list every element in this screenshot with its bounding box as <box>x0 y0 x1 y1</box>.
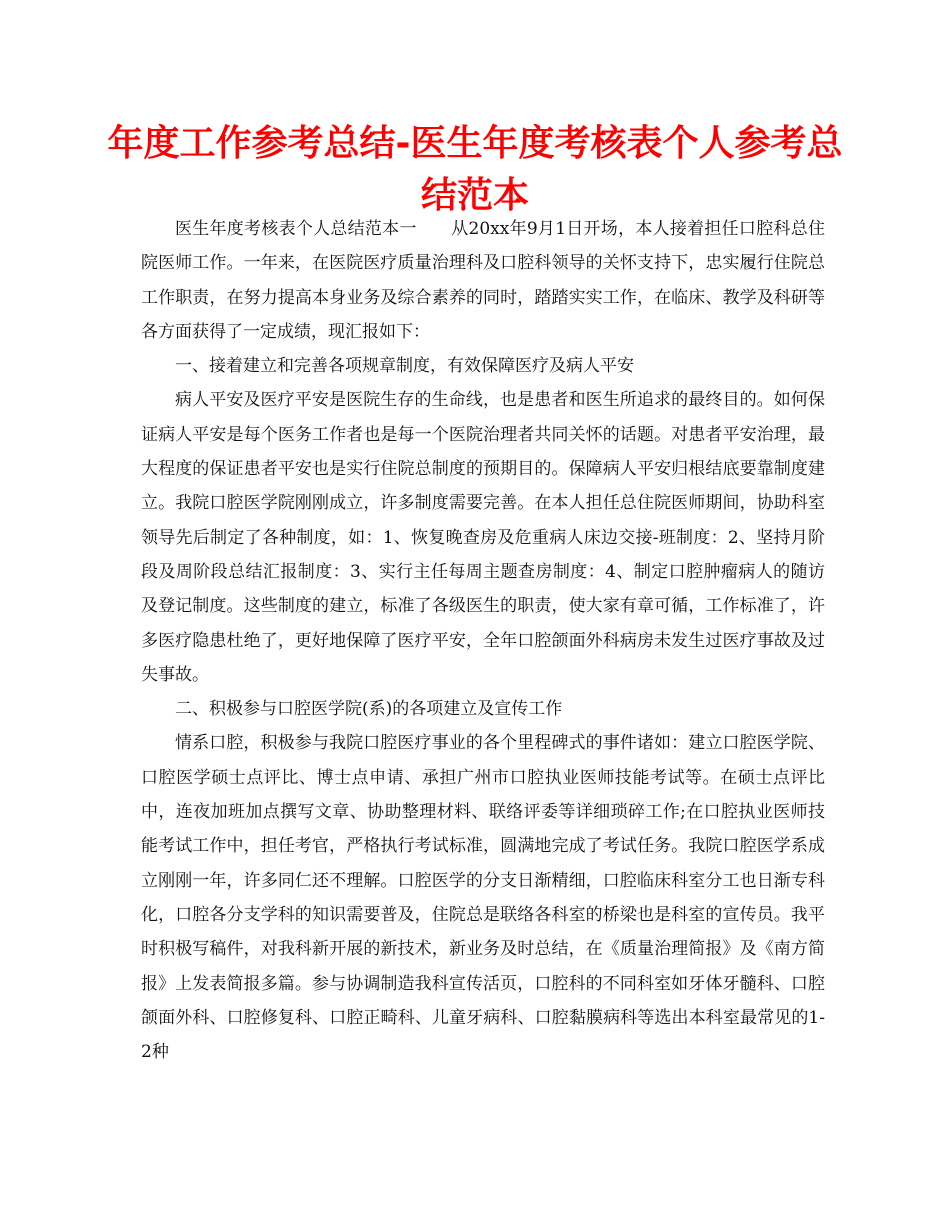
paragraph-section-2: 情系口腔，积极参与我院口腔医疗事业的各个里程碑式的事件诸如：建立口腔医学院、口腔医学硕士点评比、博士点申请、承担广州市口腔执业医师技能考试等。在硕士点评比中，连夜加班加点撰写文章、协助整理材料、联络评委等详细琐碎工作;在口腔执业医师技能考试工作中，担任考官，严格执行考试标准，圆满地完成了考试任务。我院口腔医学系成立刚刚一年，许多同仁还不理解。口腔医学的分支日渐精细，口腔临床科室分工也日渐专科化，口腔各分支学科的知识需要普及，住院总是联络各科室的桥梁也是科室的宣传员。我平时积极写稿件，对我科新开展的新技术，新业务及时总结，在《质量治理简报》及《南方简报》上发表简报多篇。参与协调制造我科宣传活页，口腔科的不同科室如牙体牙髓科、口腔颌面外科、口腔修复科、口腔正畸科、儿童牙病科、口腔黏膜病科等选出本科室最常见的1-2种 <box>141 733 825 1063</box>
document-title: 年度工作参考总结-医生年度考核表个人参考总结范本 <box>107 123 843 216</box>
section-heading-2: 二、积极参与口腔医学院(系)的各项建立及宣传工作 <box>175 699 563 720</box>
paragraph-section-1: 病人平安及医疗平安是医院生存的生命线，也是患者和医生所追求的最终目的。如何保证病人平安是每个医务工作者也是每一个医院治理者共同关怀的话题。对患者平安治理，最大程度的保证患者平安也是实行住院总制度的预期目的。保障病人平安归根结底要靠制度建立。我院口腔医学院刚刚成立，许多制度需要完善。在本人担任总住院医师期间，协助科室领导先后制定了各种制度，如：1、恢复晚查房及危重病人床边交接-班制度：2、坚持月阶段及周阶段总结汇报制度：3、实行主任每周主题查房制度：4、制定口腔肿瘤病人的随访及登记制度。这些制度的建立，标准了各级医生的职责，使大家有章可循，工作标准了，许多医疗隐患杜绝了，更好地保障了医疗平安，全年口腔颌面外科病房未发生过医疗事故及过失事故。 <box>141 390 825 685</box>
section-heading-1: 一、接着建立和完善各项规章制度，有效保障医疗及病人平安 <box>175 356 634 377</box>
paragraph-intro: 医生年度考核表个人总结范本一 从20xx年9月1日开场，本人接着担任口腔科总住院医师工作。一年来，在医院医疗质量治理科及口腔科领导的关怀支持下，忠实履行住院总工作职责，在努力提高本身业务及综合素养的同时，踏踏实实工作，在临床、教学及科研等各方面获得了一定成绩，现汇报如下： <box>141 219 825 342</box>
document-body <box>141 212 825 1069</box>
